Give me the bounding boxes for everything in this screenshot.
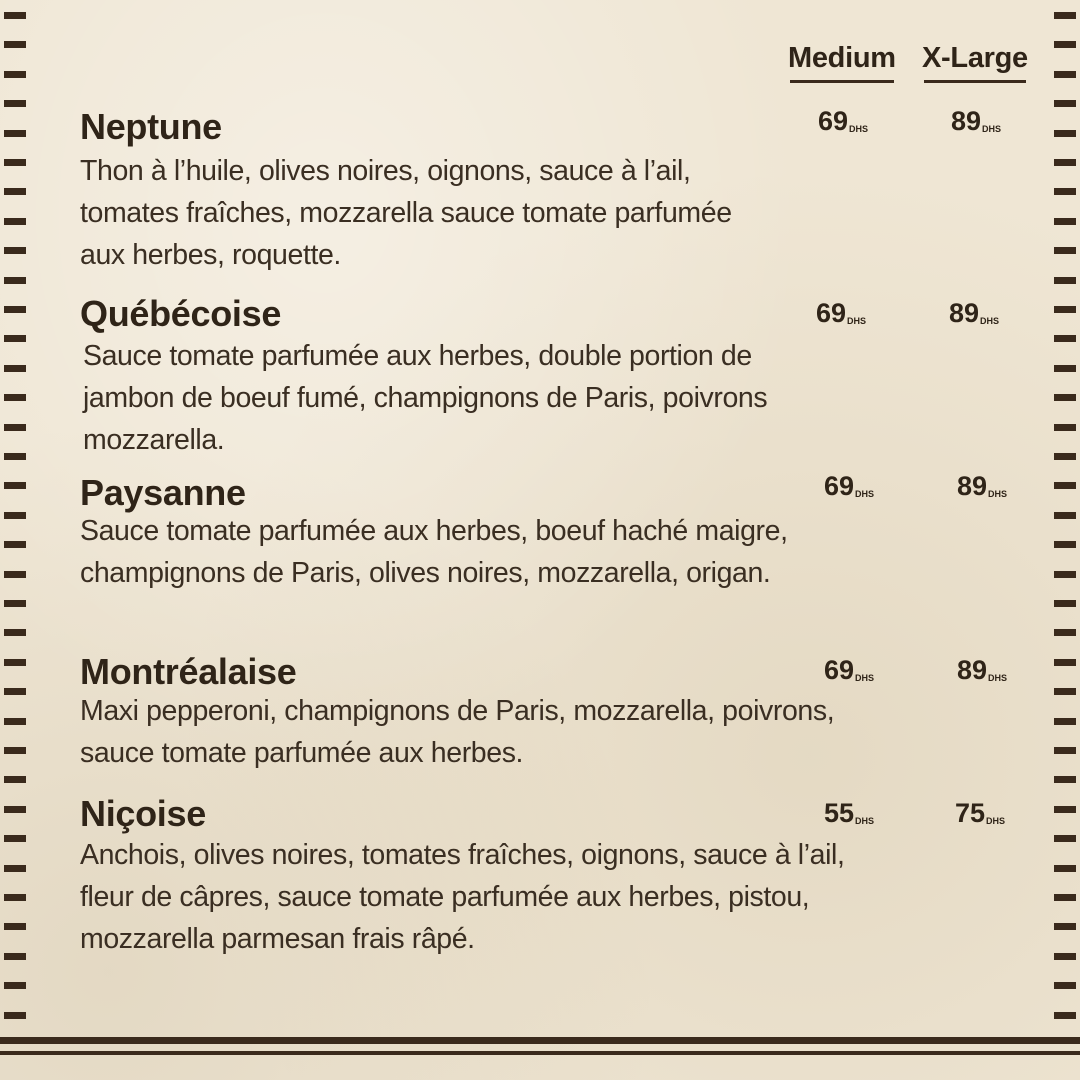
border-dash [1054,482,1076,489]
border-dash [4,629,26,636]
border-dash [4,894,26,901]
medium-header-underline [790,80,894,83]
price-value: 89 [957,471,988,501]
border-dash [4,600,26,607]
border-dash [1054,394,1076,401]
xlarge-header-underline [924,80,1026,83]
bottom-border-thick [0,1037,1080,1044]
border-dash [1054,306,1076,313]
border-dash [4,659,26,666]
bottom-border-thin [0,1051,1080,1055]
border-dash [1054,218,1076,225]
border-dash [4,865,26,872]
border-dash [1054,130,1076,137]
xlarge-column-header [922,42,1028,75]
item-name: Montréalaise [80,651,297,692]
price-value: 89 [949,298,980,328]
border-dash [4,306,26,313]
border-dash [4,424,26,431]
currency-label: DHS [855,489,875,499]
currency-label: DHS [855,816,875,826]
border-dash [1054,12,1076,19]
border-dash [1054,41,1076,48]
item-name: Neptune [80,106,222,147]
border-dash [4,394,26,401]
medium-header-label: Medium [788,42,896,74]
border-dash [4,365,26,372]
price-value: 69 [824,471,855,501]
border-dash [1054,188,1076,195]
border-dash [1054,894,1076,901]
border-dash [1054,571,1076,578]
border-dash [4,247,26,254]
item-name: Niçoise [80,793,206,834]
border-dash [1054,424,1076,431]
border-dash [1054,277,1076,284]
item-description: Sauce tomate parfumée aux herbes, boeuf haché maigre, champignons de Paris, olives noires, mozzarella, origan. [80,515,788,589]
border-dash [4,953,26,960]
border-dash [4,482,26,489]
medium-price [824,655,874,686]
medium-price [824,798,874,829]
price-value: 69 [818,106,849,136]
border-dash [4,218,26,225]
border-dash [4,835,26,842]
currency-label: DHS [986,816,1006,826]
xlarge-price [951,106,1001,137]
price-value: 75 [955,798,986,828]
border-dash [4,1012,26,1019]
medium-price [818,106,868,137]
border-dash [1054,247,1076,254]
currency-label: DHS [980,316,1000,326]
xlarge-header-label: X-Large [922,42,1028,74]
border-dash [1054,541,1076,548]
item-description: Maxi pepperoni, champignons de Paris, mozzarella, poivrons, sauce tomate parfumée aux herbes. [80,695,835,769]
border-dash [4,688,26,695]
border-dash [4,718,26,725]
border-dash [1054,835,1076,842]
price-value: 55 [824,798,855,828]
xlarge-price [957,655,1007,686]
border-dash [1054,71,1076,78]
border-dash [4,277,26,284]
xlarge-price [955,798,1005,829]
border-dash [4,130,26,137]
price-value: 89 [957,655,988,685]
currency-label: DHS [849,124,869,134]
xlarge-price [949,298,999,329]
medium-column-header [788,42,896,75]
currency-label: DHS [855,673,875,683]
border-dash [1054,982,1076,989]
border-dash [4,453,26,460]
xlarge-price [957,471,1007,502]
border-dash [4,335,26,342]
item-name: Québécoise [80,293,282,334]
border-dash [1054,776,1076,783]
price-value: 89 [951,106,982,136]
border-dash [1054,923,1076,930]
border-dash [4,923,26,930]
border-dash [1054,365,1076,372]
border-dash [1054,659,1076,666]
item-description: Thon à l’huile, olives noires, oignons, sauce à l’ail, tomates fraîches, mozzarella sauce tomate parfumée aux herbes, roquette. [80,155,732,271]
medium-price [824,471,874,502]
border-dash [1054,100,1076,107]
border-dash [1054,1012,1076,1019]
border-dash [1054,806,1076,813]
border-dash [4,806,26,813]
border-dash [1054,335,1076,342]
border-dash [4,982,26,989]
price-value: 69 [816,298,847,328]
item-name: Paysanne [80,472,246,513]
currency-label: DHS [982,124,1002,134]
medium-price [816,298,866,329]
border-dash [1054,865,1076,872]
border-dash [4,159,26,166]
border-dash [4,71,26,78]
border-dash [4,747,26,754]
border-dash [1054,688,1076,695]
border-dash [4,571,26,578]
border-dash [4,100,26,107]
border-dash [1054,159,1076,166]
border-dash [4,12,26,19]
border-dash [4,188,26,195]
border-dash [4,512,26,519]
currency-label: DHS [988,673,1008,683]
border-dash [4,776,26,783]
border-dash [4,541,26,548]
border-dash [1054,512,1076,519]
border-dash [1054,600,1076,607]
border-dash [1054,953,1076,960]
currency-label: DHS [847,316,867,326]
border-dash [1054,453,1076,460]
price-value: 69 [824,655,855,685]
border-dash [1054,629,1076,636]
border-dash [4,41,26,48]
border-dash [1054,747,1076,754]
currency-label: DHS [988,489,1008,499]
border-dash [1054,718,1076,725]
item-description: Sauce tomate parfumée aux herbes, double portion de jambon de boeuf fumé, champignons de Paris, poivrons mozzarella. [83,340,768,456]
item-description: Anchois, olives noires, tomates fraîches, oignons, sauce à l’ail, fleur de câpres, sauce tomate parfumée aux herbes, pistou, mozzarella parmesan frais râpé. [80,839,845,955]
